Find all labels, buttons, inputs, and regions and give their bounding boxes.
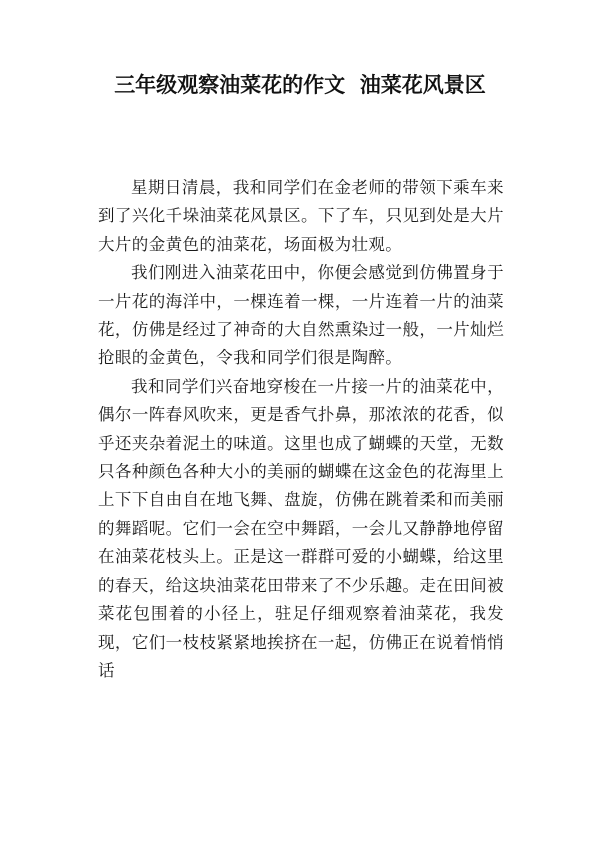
paragraph-2: 我们刚进入油菜花田中，你便会感觉到仿佛置身于一片花的海洋中，一棵连着一棵，一片连着一片的油菜花，仿佛是经过了神奇的大自然熏染过一般，一片灿烂抢眼的金黄色，令我和同学们很是陶醉。 — [98, 263, 504, 368]
document-title: 三年级观察油菜花的作文 油菜花风景区 — [114, 73, 486, 97]
document-body — [98, 174, 504, 685]
paragraph-1: 星期日清晨，我和同学们在金老师的带领下乘车来到了兴化千垛油菜花风景区。下了车，只见到处是大片大片的金黄色的油菜花，场面极为壮观。 — [98, 178, 504, 254]
paragraph-3: 我和同学们兴奋地穿梭在一片接一片的油菜花中，偶尔一阵春风吹来，更是香气扑鼻，那浓浓的花香，似乎还夹杂着泥土的味道。这里也成了蝴蝶的天堂，无数只各种颜色各种大小的美丽的蝴蝶在这金色的花海里上上下下自由自在地飞舞、盘旋，仿佛在跳着柔和而美丽的舞蹈呢。它们一会在空中舞蹈，一会儿又静静地停留在油菜花枝头上。正是这一群群可爱的小蝴蝶，给这里的春天，给这块油菜花田带来了不少乐趣。走在田间被菜花包围着的小径上，驻足仔细观察着油菜花，我发现，它们一枝枝紧紧地挨挤在一起，仿佛正在说着悄悄话 — [98, 376, 504, 680]
